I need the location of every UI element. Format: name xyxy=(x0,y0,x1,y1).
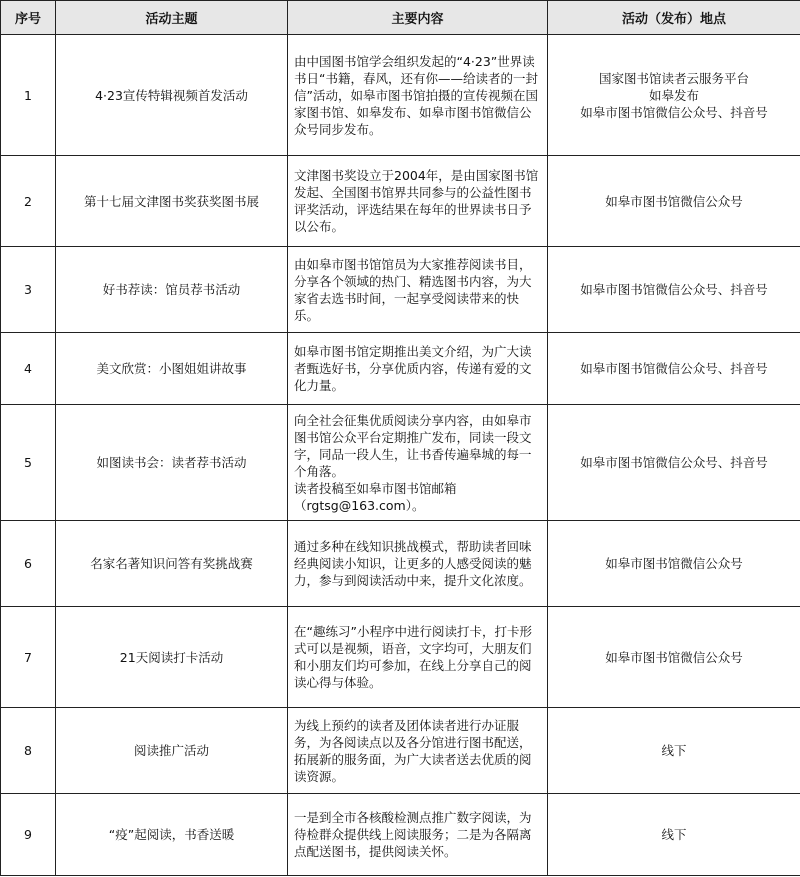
row-place xyxy=(548,405,800,521)
row-content: 由如皋市图书馆馆员为大家推荐阅读书目，分享各个领域的热门、精选图书内容，为大家省去选书时间，一起享受阅读带来的快乐。 xyxy=(288,247,548,333)
place-line: 如皋市图书馆微信公众号、抖音号 xyxy=(580,104,768,120)
place-line: 国家图书馆读者云服务平台 xyxy=(598,70,749,86)
row-index: 9 xyxy=(1,794,56,876)
row-place xyxy=(548,35,800,156)
header-place: 活动（发布）地点 xyxy=(548,1,800,35)
row-index: 3 xyxy=(1,247,56,333)
table-row xyxy=(1,607,800,708)
place-line: 如皋市图书馆微信公众号 xyxy=(605,649,743,665)
row-topic: 美文欣赏：小图姐姐讲故事 xyxy=(56,333,288,405)
row-topic: 第十七届文津图书奖获奖图书展 xyxy=(56,156,288,247)
header-index: 序号 xyxy=(1,1,56,35)
place-line: 如皋市图书馆微信公众号、抖音号 xyxy=(580,361,768,376)
row-topic: “疫”起阅读，书香送暖 xyxy=(56,794,288,876)
table-row xyxy=(1,794,800,876)
table-row xyxy=(1,247,800,333)
row-content-extra: 读者投稿至如皋市图书馆邮箱（rgtsg@163.com）。 xyxy=(294,480,457,513)
table-row xyxy=(1,521,800,607)
row-place xyxy=(548,708,800,794)
row-index: 6 xyxy=(1,521,56,607)
row-content: 为线上预约的读者及团体读者进行办证服务，为各阅读点以及各分馆进行图书配送，拓展新的服务面，为广大读者送去优质的阅读资源。 xyxy=(288,708,548,794)
place-line: 如皋市图书馆微信公众号 xyxy=(605,193,743,209)
table-row xyxy=(1,405,800,521)
row-content: 通过多种在线知识挑战模式，帮助读者回味经典阅读小知识，让更多的人感受阅读的魅力，参与到阅读活动中来，提升文化浓度。 xyxy=(288,521,548,607)
row-content-main: 向全社会征集优质阅读分享内容，由如皋市图书馆公众平台定期推广发布，同读一段文字，同品一段人生，让书香传遍皋城的每一个角落。 xyxy=(294,412,532,479)
row-topic: 名家名著知识问答有奖挑战赛 xyxy=(56,521,288,607)
row-index: 8 xyxy=(1,708,56,794)
row-topic: 好书荐读：馆员荐书活动 xyxy=(56,247,288,333)
row-place xyxy=(548,794,800,876)
place-line: 线下 xyxy=(661,827,687,842)
row-content: 由中国图书馆学会组织发起的“4·23”世界读书日“书籍，春风，还有你——给读者的一封信”活动，如皋市图书馆拍摄的宣传视频在国家图书馆、如皋发布、如皋市图书馆微信公众号同步发布。 xyxy=(288,35,548,156)
row-place xyxy=(548,333,800,405)
row-topic: 4·23宣传特辑视频首发活动 xyxy=(56,35,288,156)
row-place xyxy=(548,156,800,247)
header-topic: 活动主题 xyxy=(56,1,288,35)
row-topic: 21天阅读打卡活动 xyxy=(56,607,288,708)
row-content xyxy=(288,405,548,521)
row-content: 如皋市图书馆定期推出美文介绍，为广大读者甄选好书，分享优质内容，传递有爱的文化力量。 xyxy=(288,333,548,405)
place-line: 如皋市图书馆微信公众号、抖音号 xyxy=(580,455,768,470)
row-topic: 阅读推广活动 xyxy=(56,708,288,794)
header-row xyxy=(1,1,800,35)
row-content: 在“趣练习”小程序中进行阅读打卡，打卡形式可以是视频，语音，文字均可，大朋友们和小朋友们均可参加，在线上分享自己的阅读心得与体验。 xyxy=(288,607,548,708)
row-topic: 如图读书会：读者荐书活动 xyxy=(56,405,288,521)
row-index: 5 xyxy=(1,405,56,521)
place-line: 如皋市图书馆微信公众号、抖音号 xyxy=(580,282,768,297)
row-content: 一是到全市各核酸检测点推广数字阅读，为待检群众提供线上阅读服务；二是为各隔离点配送图书，提供阅读关怀。 xyxy=(288,794,548,876)
row-index: 4 xyxy=(1,333,56,405)
table-row xyxy=(1,156,800,247)
row-content: 文津图书奖设立于2004年，是由国家图书馆发起、全国图书馆界共同参与的公益性图书评奖活动，评选结果在每年的世界读书日予以公布。 xyxy=(288,156,548,247)
table-row xyxy=(1,708,800,794)
place-line: 线下 xyxy=(661,743,687,758)
row-index: 7 xyxy=(1,607,56,708)
row-place xyxy=(548,607,800,708)
row-place xyxy=(548,247,800,333)
row-place xyxy=(548,521,800,607)
table-row xyxy=(1,35,800,156)
place-line: 如皋市图书馆微信公众号 xyxy=(605,556,743,571)
header-content: 主要内容 xyxy=(288,1,548,35)
table-row xyxy=(1,333,800,405)
place-line: 如皋发布 xyxy=(648,87,699,103)
row-index: 1 xyxy=(1,35,56,156)
row-index: 2 xyxy=(1,156,56,247)
